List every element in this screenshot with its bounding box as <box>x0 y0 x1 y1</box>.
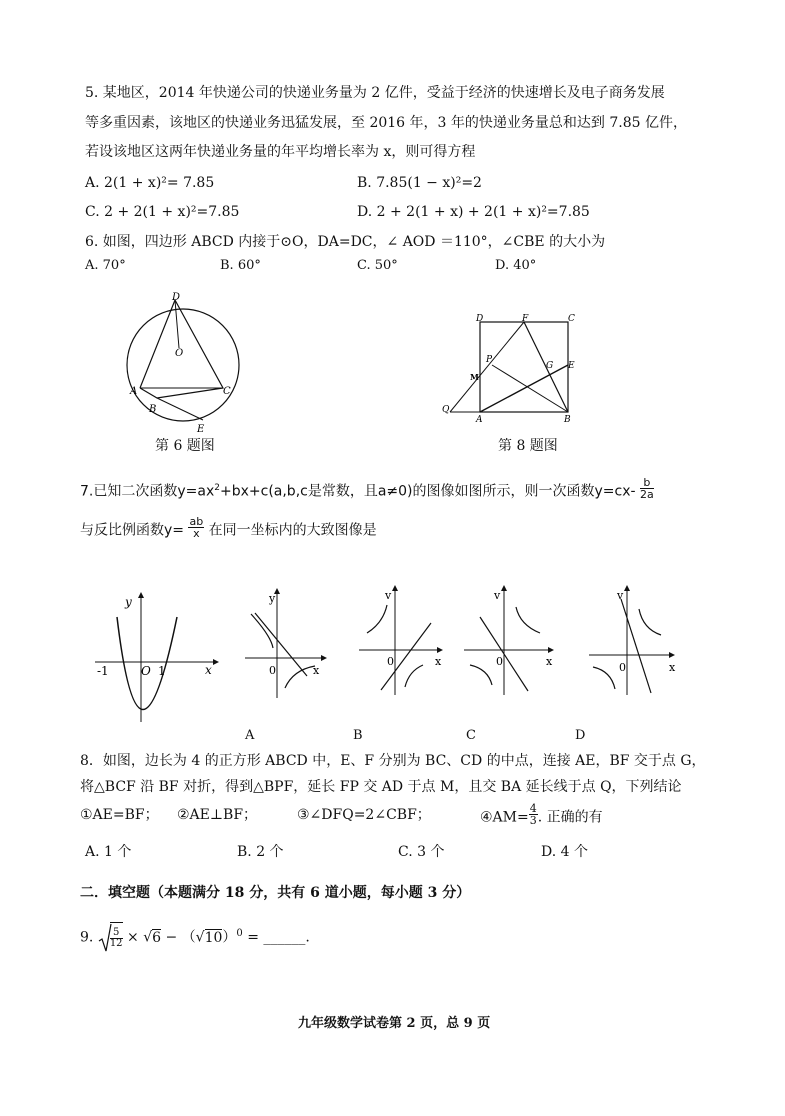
label-e: E <box>568 361 575 371</box>
q7-graph-d <box>585 585 685 700</box>
label-m: M <box>470 372 479 382</box>
q5-option-b: B. 7.85(1 − x)²=2 <box>357 175 482 191</box>
q5-line3: 若设该地区这两年快递业务量的年平均增长率为 x，则可得方程 <box>85 144 476 160</box>
q7-line1: 7.已知二次函数$y=ax^2+bx+c(a,b,c$是常数，且a≠0)的图像如图所示，则一次函数y=cx- $\frac{b}{2a}$ <box>80 476 654 502</box>
label-d: D <box>172 292 181 303</box>
q8-option-d: D. 4 个 <box>541 844 588 860</box>
label-c: C <box>223 386 231 397</box>
square-abcd <box>480 322 568 412</box>
q7-graph-b <box>355 585 450 700</box>
q5-option-d: D. 2 + 2(1 + x) + 2(1 + x)²=7.85 <box>357 204 590 220</box>
label-e: E <box>197 424 205 435</box>
label-one: 1 <box>158 664 166 678</box>
q8-line1: 8．如图，边长为 4 的正方形 ABCD 中，E、F 分别为 BC、CD 的中点，连接 AE，BF 交于点 G， <box>80 753 706 769</box>
label-c: C <box>568 314 575 324</box>
label-origin: 0 <box>387 655 394 668</box>
q7-option-c: C <box>466 728 476 743</box>
label-x: x <box>669 661 676 674</box>
label-origin: O <box>141 664 151 678</box>
label-x: x <box>435 655 442 668</box>
circle-o <box>127 309 239 421</box>
label-neg1: -1 <box>97 664 109 678</box>
q6-option-d: D. 40° <box>495 258 537 273</box>
label-origin: 0 <box>496 655 503 668</box>
label-x: x <box>546 655 553 668</box>
q6-option-b: B. 60° <box>220 258 261 273</box>
q9-expression: 9. $\frac{5}{12}$ × $√6 - (√10)^0$ = ______. <box>80 922 310 952</box>
q8-line2: 将△BCF 沿 BF 对折，得到△BPF，延长 FP 交 AD 于点 M，且交 BA 延长线于点 Q，下列结论 <box>80 779 682 795</box>
q8-conclusion-1: ①AE=BF； <box>80 807 159 823</box>
q8-option-b: B. 2 个 <box>237 844 284 860</box>
label-o: O <box>175 348 184 359</box>
q7-parabola-graph <box>95 592 220 727</box>
q6-option-c: C. 50° <box>357 258 398 273</box>
q6-caption: 第 6 题图 <box>155 438 215 454</box>
q7-graph-a <box>245 588 330 703</box>
section-title: 二．填空题（本题满分 18 分，共有 6 道小题，每小题 3 分） <box>80 885 471 901</box>
label-v: v <box>494 589 501 602</box>
q6-option-a: A. 70° <box>85 258 126 273</box>
q5-line2: 等多重因素，该地区的快递业务迅猛发展，至 2016 年，3 年的快递业务量总和达到 7.85 亿件， <box>85 115 687 131</box>
page-footer: 九年级数学试卷第 2 页，总 9 页 <box>298 1016 491 1031</box>
q8-conclusion-3: ③∠DFQ=2∠CBF； <box>297 807 431 823</box>
q7-option-a: A <box>245 728 255 743</box>
q7-option-b: B <box>353 728 363 743</box>
label-b: B <box>149 404 157 415</box>
label-f: F <box>522 314 529 324</box>
q8-option-a: A. 1 个 <box>85 844 132 860</box>
line-be <box>157 398 203 420</box>
q8-conclusion-4: ④AM= $\frac{4}{3}$ . 正确的有 <box>480 802 603 827</box>
q8-option-c: C. 3 个 <box>398 844 445 860</box>
label-origin: 0 <box>269 664 276 677</box>
q7-graph-c <box>460 585 560 700</box>
q8-caption: 第 8 题图 <box>498 438 558 454</box>
label-p: P <box>486 355 493 365</box>
q7-line2: 与反比例函数y= $\frac{ab}{x}$ 在同一坐标内的大致图像是 <box>80 515 377 540</box>
q8-figure <box>440 310 590 425</box>
q5-option-c: C. 2 + 2(1 + x)²=7.85 <box>85 204 240 220</box>
label-y: y <box>269 592 276 605</box>
label-g: G <box>546 361 554 371</box>
q8-conclusion-2: ②AE⊥BF； <box>177 807 258 823</box>
q7-option-d: D <box>575 728 586 743</box>
label-x: x <box>313 664 320 677</box>
label-b: B <box>564 415 571 425</box>
label-y: y <box>125 595 132 609</box>
label-x: x <box>205 663 212 677</box>
label-d: D <box>476 314 484 324</box>
q6-text: 6. 如图，四边形 ABCD 内接于⊙O，DA=DC，∠ AOD ＝110°，∠CBE 的大小为 <box>85 234 606 250</box>
label-origin: 0 <box>619 661 626 674</box>
label-v: v <box>385 589 392 602</box>
q5-option-a: A. 2(1 + x)²= 7.85 <box>85 175 215 191</box>
label-v: v <box>617 589 624 602</box>
q5-line1: 5. 某地区，2014 年快递公司的快递业务量为 2 亿件，受益于经济的快速增长及电子商务发展 <box>85 85 665 101</box>
q6-figure <box>115 290 265 435</box>
label-q: Q <box>442 405 450 415</box>
label-a: A <box>476 415 483 425</box>
label-a: A <box>130 386 138 397</box>
